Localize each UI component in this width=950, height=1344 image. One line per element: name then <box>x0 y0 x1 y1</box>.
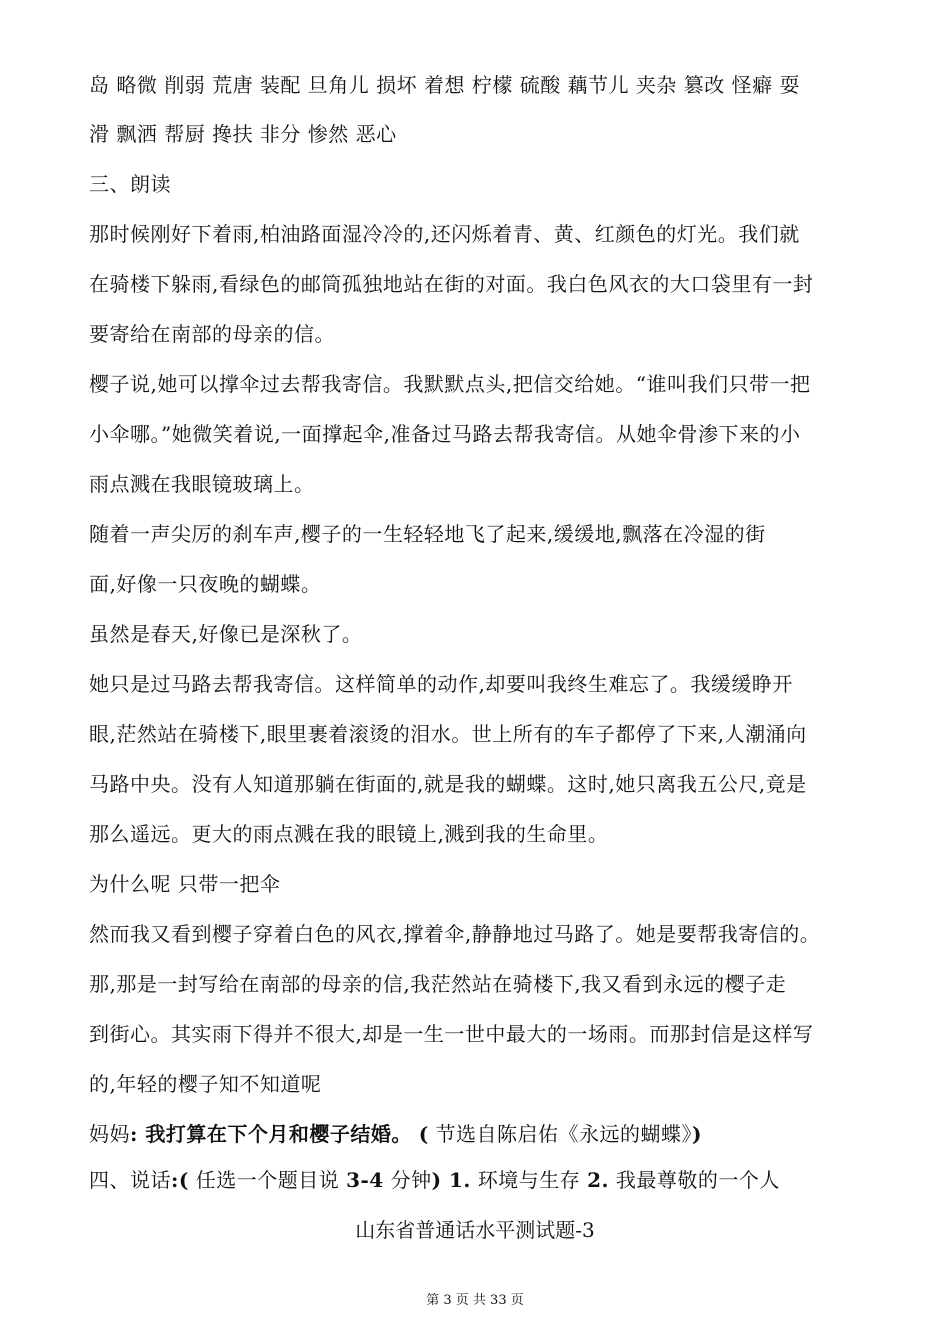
passage-paren-open: ( <box>418 1122 429 1146</box>
vocab-line-2: 滑 飘洒 帮厨 搀扶 非分 惨然 恶心 <box>89 122 397 146</box>
passage-line: 到街心。其实雨下得并不很大,却是一生一世中最大的一场雨。而那封信是这样写 <box>89 1022 814 1046</box>
passage-line: 为什么呢 只带一把伞 <box>89 872 281 896</box>
passage-salutation: 妈妈 <box>89 1122 130 1146</box>
speaking-topic-2-number: 2. <box>587 1168 609 1192</box>
passage-line: 她只是过马路去帮我寄信。这样简单的动作,却要叫我终生难忘了。我缓缓睁开 <box>89 672 793 696</box>
next-test-title: 山东省普通话水平测试题-3 <box>355 1218 595 1242</box>
passage-line: 然而我又看到樱子穿着白色的风衣,撑着伞,静静地过马路了。她是要帮我寄信的。 <box>89 922 821 946</box>
passage-line: 眼,茫然站在骑楼下,眼里裹着滚烫的泪水。世上所有的车子都停了下来,人潮涌向 <box>89 722 807 746</box>
section-heading-speaking <box>89 1167 780 1193</box>
passage-paren-close: ) <box>692 1122 703 1146</box>
speaking-heading-label: 四、说话 <box>89 1168 171 1192</box>
passage-line: 虽然是春天,好像已是深秋了。 <box>89 622 363 646</box>
page-number: 第 3 页 共 33 页 <box>426 1293 524 1308</box>
passage-line: 那时候刚好下着雨,柏油路面湿冷冷的,还闪烁着青、黄、红颜色的灯光。我们就 <box>89 222 800 246</box>
passage-line: 在骑楼下躲雨,看绿色的邮筒孤独地站在街的对面。我白色风衣的大口袋里有一封 <box>89 272 814 296</box>
passage-source: 节选自陈启佑《永远的蝴蝶》 <box>428 1122 693 1146</box>
passage-text: : 我打算在下个月和樱子结婚。 <box>130 1122 412 1146</box>
section-heading-reading: 三、朗读 <box>89 172 171 196</box>
passage-line: 马路中央。没有人知道那躺在街面的,就是我的蝴蝶。这时,她只离我五公尺,竟是 <box>89 772 807 796</box>
speaking-topic-1: 环境与生存 <box>470 1168 588 1192</box>
passage-line: 要寄给在南部的母亲的信。 <box>89 322 335 346</box>
speaking-topic-1-number: ) 1. <box>431 1168 471 1192</box>
speaking-paren: :( <box>171 1168 189 1192</box>
passage-line: 的,年轻的樱子知不知道呢 <box>89 1072 322 1096</box>
passage-line: 那么遥远。更大的雨点溅在我的眼镜上,溅到我的生命里。 <box>89 822 609 846</box>
passage-line: 随着一声尖厉的刹车声,樱子的一生轻轻地飞了起来,缓缓地,飘落在冷湿的街 <box>89 522 766 546</box>
speaking-unit: 分钟 <box>383 1168 432 1192</box>
passage-line: 那,那是一封写给在南部的母亲的信,我茫然站在骑楼下,我又看到永远的樱子走 <box>89 972 787 996</box>
passage-line: 樱子说,她可以撑伞过去帮我寄信。我默默点头,把信交给她。“谁叫我们只带一把 <box>89 372 811 396</box>
speaking-duration: 3-4 <box>346 1168 384 1192</box>
passage-closing-line <box>89 1121 702 1147</box>
passage-line: 面,好像一只夜晚的蝴蝶。 <box>89 572 322 596</box>
passage-line: 雨点溅在我眼镜玻璃上。 <box>89 472 315 496</box>
vocab-line-1: 岛 略微 削弱 荒唐 装配 旦角儿 损坏 着想 柠檬 硫酸 藕节儿 夹杂 篡改 怪癖 耍 <box>89 73 801 97</box>
passage-line: 小伞哪。”她微笑着说,一面撑起伞,准备过马路去帮我寄信。从她伞骨渗下来的小 <box>89 422 801 446</box>
speaking-topic-2: 我最尊敬的一个人 <box>609 1168 780 1192</box>
speaking-instruction: 任选一个题目说 <box>188 1168 347 1192</box>
